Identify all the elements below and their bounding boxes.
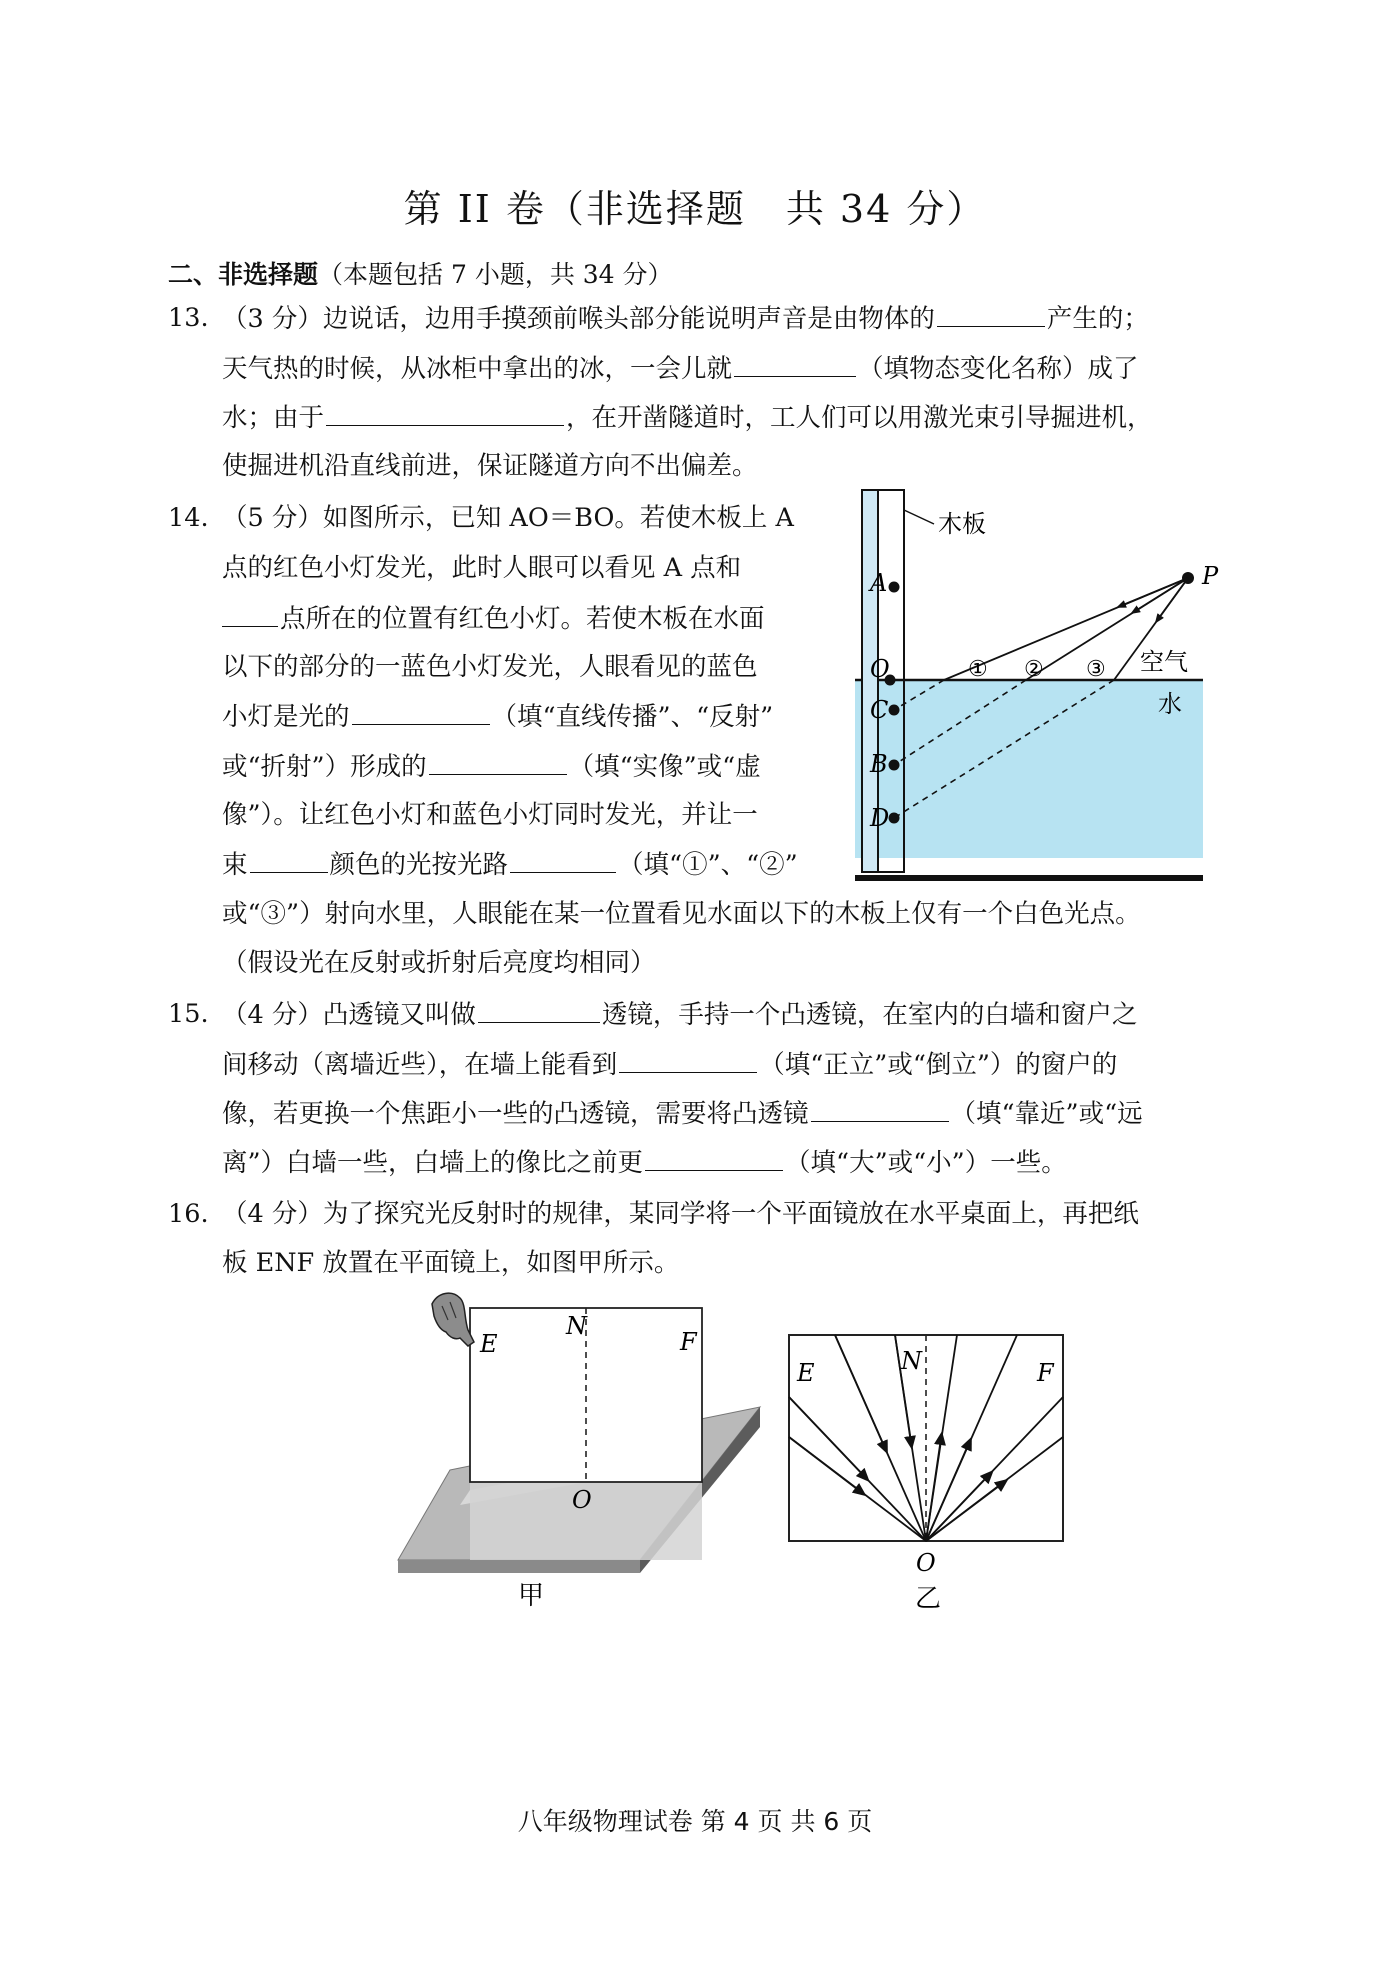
q15-line1 xyxy=(222,996,1137,1033)
label-N: N xyxy=(901,1347,922,1375)
caption-jia: 甲 xyxy=(518,1581,545,1611)
q14-line10: （假设光在反射或折射后亮度均相同） xyxy=(222,948,656,978)
q16-number: 16. xyxy=(168,1199,209,1229)
answer-blank[interactable] xyxy=(619,1046,757,1073)
label-F: F xyxy=(680,1328,697,1356)
q14-line8 xyxy=(222,846,798,883)
point-A-dot xyxy=(889,582,900,593)
label-E: E xyxy=(480,1330,498,1358)
board-label: 木板 xyxy=(938,510,986,538)
q15-line3 xyxy=(222,1095,1143,1132)
answer-blank[interactable] xyxy=(645,1144,783,1171)
answer-blank[interactable] xyxy=(510,846,616,873)
board-label-leader xyxy=(904,510,934,524)
figure-jia xyxy=(390,1290,770,1610)
q13-text: 天气热的时候，从冰柜中拿出的冰，一会儿就 xyxy=(222,354,733,384)
answer-blank[interactable] xyxy=(352,698,490,725)
q14-line4: 以下的部分的一蓝色小灯发光，人眼看见的蓝色 xyxy=(222,652,758,682)
q14-text: 点所在的位置有红色小灯。若使木板在水面 xyxy=(280,604,765,634)
label-O: O xyxy=(916,1549,936,1577)
q14-text: 束 xyxy=(222,850,248,880)
q15-text: 间移动（离墙近些），在墙上能看到 xyxy=(222,1050,618,1080)
page-title: 第 II 卷（非选择题 共 34 分） xyxy=(403,187,987,231)
answer-blank[interactable] xyxy=(937,300,1045,327)
label-F: F xyxy=(1037,1359,1054,1387)
ray-2-label: ② xyxy=(1024,657,1044,682)
point-O-label: O xyxy=(870,655,890,683)
q14-line6 xyxy=(222,748,761,785)
q14-text: 小灯是光的 xyxy=(222,702,350,732)
water-label: 水 xyxy=(1158,690,1182,718)
point-A-label: A xyxy=(870,569,888,597)
section-heading xyxy=(168,255,673,291)
answer-blank[interactable] xyxy=(811,1095,949,1122)
q14-line7: 像”）。让红色小灯和蓝色小灯同时发光，并让一 xyxy=(222,800,758,830)
water-region xyxy=(855,680,1203,858)
q15-line4 xyxy=(222,1144,1067,1181)
q14-text: 颜色的光按光路 xyxy=(329,850,509,880)
q13-text: （填物态变化名称）成了 xyxy=(858,354,1139,384)
answer-blank[interactable] xyxy=(734,350,856,377)
q13-line1 xyxy=(222,300,1149,337)
q15-text: 离”）白墙一些，白墙上的像比之前更 xyxy=(222,1148,644,1178)
label-E: E xyxy=(797,1359,815,1387)
ray-1-label: ① xyxy=(968,657,988,682)
answer-blank[interactable] xyxy=(222,600,278,627)
q13-text: ，在开凿隧道时，工人们可以用激光束引导掘进机， xyxy=(566,403,1153,433)
section-heading-bold: 二、非选择题 xyxy=(168,260,319,289)
mirror-front-edge xyxy=(398,1560,640,1573)
q13-line3 xyxy=(222,399,1153,436)
point-C-label: C xyxy=(870,696,889,724)
section-heading-rest: （本题包括 7 小题，共 34 分） xyxy=(318,260,673,289)
q13-text: （3 分）边说话，边用手摸颈前喉头部分能说明声音是由物体的 xyxy=(222,304,935,334)
caption-yi: 乙 xyxy=(915,1584,942,1614)
q15-text: 透镜，手持一个凸透镜，在室内的白墙和窗户之 xyxy=(601,1000,1138,1030)
hand-icon xyxy=(432,1293,474,1346)
q15-text: （4 分）凸透镜又叫做 xyxy=(222,1000,476,1030)
q13-line4: 使掘进机沿直线前进，保证隧道方向不出偏差。 xyxy=(222,451,758,481)
q14-line9: 或“③”）射向水里，人眼能在某一位置看见水面以下的木板上仅有一个白色光点。 xyxy=(222,899,1141,929)
q16-line1: （4 分）为了探究光反射时的规律，某同学将一个平面镜放在水平桌面上，再把纸 xyxy=(222,1199,1139,1229)
ray-2-arrow xyxy=(1132,578,1188,613)
label-N: N xyxy=(566,1312,587,1340)
q16-line2: 板 ENF 放置在平面镜上，如图甲所示。 xyxy=(222,1248,680,1278)
q14-line3 xyxy=(222,600,765,637)
q15-line2 xyxy=(222,1046,1117,1083)
point-D-label: D xyxy=(870,804,890,832)
q13-line2 xyxy=(222,350,1139,387)
q14-text: （填“直线传播”、“反射” xyxy=(491,702,774,732)
q13-number: 13. xyxy=(168,303,209,333)
answer-blank[interactable] xyxy=(478,996,600,1023)
q14-text: （填“实像”或“虚 xyxy=(568,752,761,782)
q15-text: （填“正立”或“倒立”）的窗户的 xyxy=(759,1050,1118,1080)
q15-text: （填“大”或“小”）一些。 xyxy=(785,1148,1067,1178)
q13-text: 水；由于 xyxy=(222,403,325,433)
q14-line5 xyxy=(222,698,773,735)
ray-3-label: ③ xyxy=(1086,657,1106,682)
q15-text: （填“靠近”或“远 xyxy=(950,1099,1143,1129)
q14-line2: 点的红色小灯发光，此时人眼可以看见 A 点和 xyxy=(222,553,742,583)
q14-text: （填“①”、“②” xyxy=(618,850,798,880)
q14-text: 或“折射”）形成的 xyxy=(222,752,427,782)
answer-blank[interactable] xyxy=(429,748,567,775)
q14-refraction-figure xyxy=(850,480,1219,890)
air-label: 空气 xyxy=(1140,648,1188,676)
q15-text: 像，若更换一个焦距小一些的凸透镜，需要将凸透镜 xyxy=(222,1099,809,1129)
q14-number: 14. xyxy=(168,503,209,533)
point-P-label: P xyxy=(1202,562,1219,590)
page-footer: 八年级物理试卷 第 4 页 共 6 页 xyxy=(517,1807,873,1836)
q14-line1: （5 分）如图所示，已知 AO＝BO。若使木板上 A xyxy=(222,503,794,533)
q13-text: 产生的； xyxy=(1046,304,1149,334)
label-O: O xyxy=(572,1486,592,1514)
answer-blank[interactable] xyxy=(326,399,564,426)
answer-blank[interactable] xyxy=(250,846,328,873)
q15-number: 15. xyxy=(168,999,209,1029)
figure-yi xyxy=(785,1325,1070,1614)
point-B-label: B xyxy=(870,750,888,778)
